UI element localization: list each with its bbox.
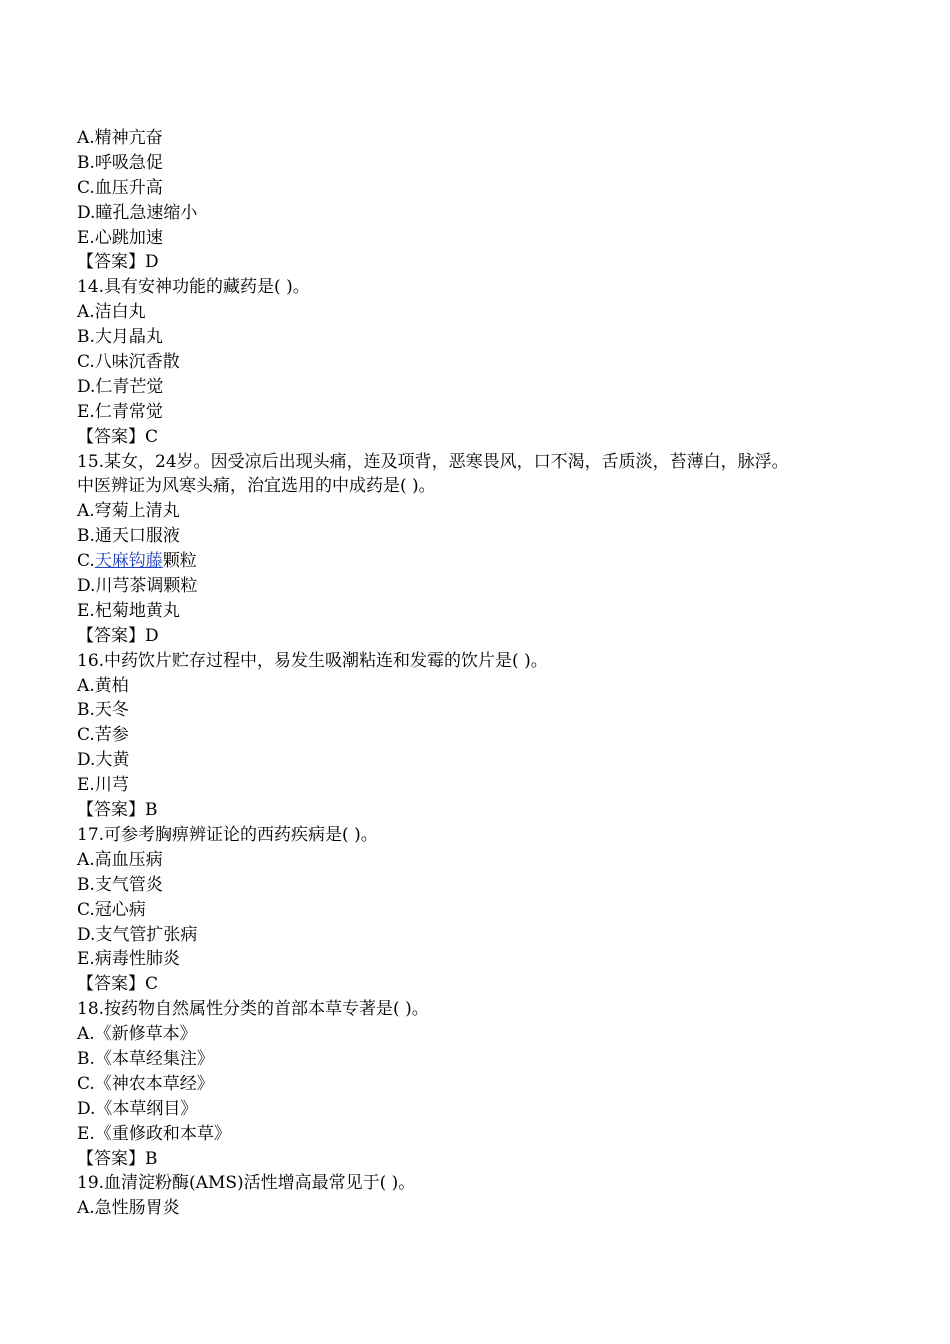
q15-option-c-suffix: 颗粒	[162, 551, 197, 572]
document-page	[77, 126, 877, 1221]
q13-answer: 【答案】D	[77, 252, 159, 273]
q14-option-c: C.八味沉香散	[77, 352, 180, 373]
q18-option-a: A.《新修草本》	[77, 1024, 197, 1045]
q14-option-a: A.洁白丸	[77, 302, 146, 323]
q15-question-line-2: 中医辨证为风寒头痛，治宜选用的中成药是( )。	[77, 476, 436, 497]
q19-option-a: A.急性肠胃炎	[77, 1198, 180, 1219]
q15-option-a: A.穹菊上清丸	[77, 501, 180, 522]
q13-option-d: D.瞳孔急速缩小	[77, 202, 198, 223]
q14-question: 14.具有安神功能的藏药是( )。	[77, 277, 310, 298]
q16-option-a: A.黄柏	[77, 675, 129, 696]
q16-option-d: D.大黄	[77, 750, 130, 771]
q18-question: 18.按药物自然属性分类的首部本草专著是( )。	[77, 999, 429, 1020]
q17-option-a: A.高血压病	[77, 849, 163, 870]
q14-option-b: B.大月晶丸	[77, 327, 163, 348]
q17-option-b: B.支气管炎	[77, 874, 163, 895]
q13-option-e: E.心跳加速	[77, 227, 163, 248]
q15-option-b: B.通天口服液	[77, 526, 180, 547]
q15-option-c-prefix: C.	[77, 551, 95, 572]
q19-question: 19.血清淀粉酶(AMS)活性增高最常见于( )。	[77, 1173, 416, 1194]
q16-option-e: E.川芎	[77, 775, 129, 796]
q16-option-b: B.天冬	[77, 700, 129, 721]
q18-option-d: D.《本草纲目》	[77, 1098, 198, 1119]
q13-option-b: B.呼吸急促	[77, 152, 163, 173]
q14-option-d: D.仁青芒觉	[77, 376, 164, 397]
q17-option-c: C.冠心病	[77, 899, 146, 920]
q17-answer: 【答案】C	[77, 974, 159, 995]
q16-question: 16.中药饮片贮存过程中，易发生吸潮粘连和发霉的饮片是( )。	[77, 650, 548, 671]
q15-question-line-1: 15.某女，24岁。因受凉后出现头痛，连及项背，恶寒畏风，口不渴，舌质淡，苔薄白，脉浮。	[77, 451, 789, 472]
q14-answer: 【答案】C	[77, 426, 159, 447]
q18-option-b: B.《本草经集注》	[77, 1048, 214, 1069]
q15-answer: 【答案】D	[77, 625, 159, 646]
q13-option-a: A.精神亢奋	[77, 128, 163, 148]
q13-option-c: C.血压升高	[77, 177, 163, 198]
q15-option-c-link[interactable]: 天麻钩藤	[94, 551, 163, 572]
q16-answer: 【答案】B	[77, 800, 158, 821]
q16-option-c: C.苦参	[77, 725, 129, 746]
q17-option-d: D.支气管扩张病	[77, 924, 198, 945]
q17-option-e: E.病毒性肺炎	[77, 949, 180, 970]
q18-option-c: C.《神农本草经》	[77, 1073, 214, 1094]
q17-question: 17.可参考胸痹辨证论的西药疾病是( )。	[77, 824, 378, 845]
q15-option-d: D.川芎茶调颗粒	[77, 576, 198, 597]
q18-answer: 【答案】B	[77, 1148, 158, 1169]
q15-option-e: E.杞菊地黄丸	[77, 600, 180, 621]
q15-option-c	[77, 549, 877, 574]
q18-option-e: E.《重修政和本草》	[77, 1123, 231, 1144]
q14-option-e: E.仁青常觉	[77, 401, 163, 422]
